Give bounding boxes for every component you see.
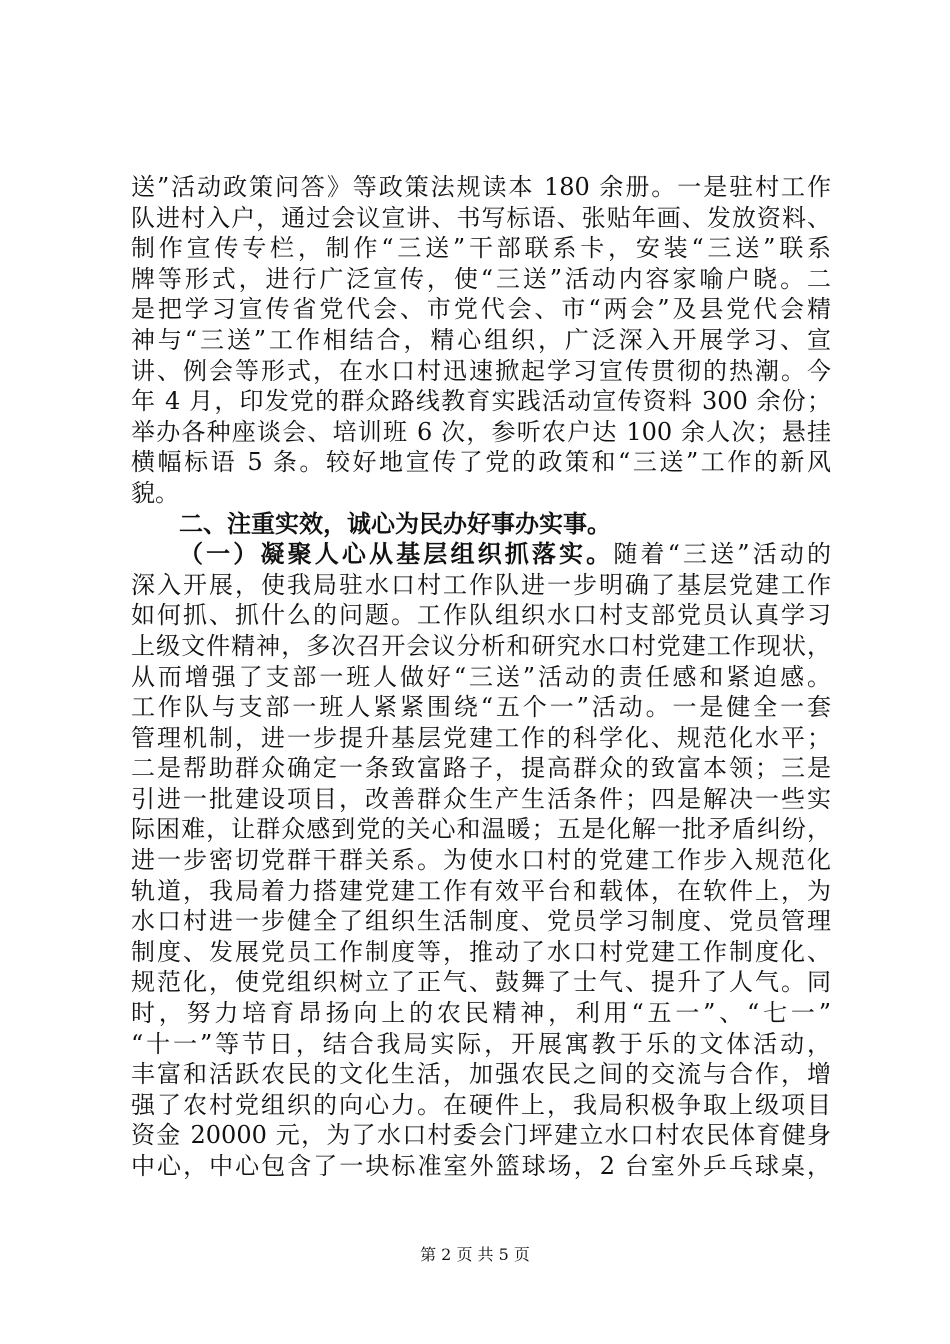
line-text: 随着“三送”活动的: [613, 540, 832, 569]
line-text: “十一”等节日，结合我局实际，开展寓教于乐的文体活动，: [131, 1029, 831, 1058]
text-line: [131, 814, 831, 845]
line-text: 制度、发展党员工作制度等，推动了水口村党建工作制度化、: [131, 937, 831, 966]
text-line: [131, 325, 831, 356]
text-line: [131, 1090, 831, 1121]
text-line: [131, 172, 831, 203]
text-line: [131, 967, 831, 998]
section-heading: 二、注重实效，诚心为民办好事办实事。: [179, 509, 611, 538]
line-text: 进一步密切党群干群关系。为使水口村的党建工作步入规范化: [131, 846, 831, 875]
line-text: 工作队与支部一班人紧紧围绕“五个一”活动。一是健全一套: [131, 693, 831, 722]
line-text: 管理机制，进一步提升基层党建工作的科学化、规范化水平；: [131, 723, 831, 752]
line-text: 从而增强了支部一班人做好“三送”活动的责任感和紧迫感。: [131, 662, 831, 691]
line-text: 制作宣传专栏，制作“三送”干部联系卡，安装“三送”联系: [131, 234, 831, 263]
text-line: [131, 845, 831, 876]
text-line: [131, 876, 831, 907]
text-line: [131, 937, 831, 968]
text-line: [131, 447, 831, 478]
line-text: 举办各种座谈会、培训班 6 次，参听农户达 100 余人次；悬挂: [131, 417, 831, 446]
line-text: 年 4 月，印发党的群众路线教育实践活动宣传资料 300 余份；: [131, 387, 831, 416]
line-text: 神与“三送”工作相结合，精心组织，广泛深入开展学习、宣: [131, 325, 831, 354]
line-text: 二是帮助群众确定一条致富路子，提高群众的致富本领；三是: [131, 754, 831, 783]
text-line: [131, 662, 831, 693]
text-line: [131, 1120, 831, 1151]
text-line: [131, 539, 831, 570]
line-text: 中心，中心包含了一块标准室外篮球场，2 台室外乒乓球桌，: [131, 1152, 831, 1180]
line-text: 如何抓、抓什么的问题。工作队组织水口村支部党员认真学习: [131, 601, 831, 630]
text-line: [131, 294, 831, 325]
text-line: [131, 784, 831, 815]
text-line: [131, 998, 831, 1029]
line-text: 规范化，使党组织树立了正气、鼓舞了士气、提升了人气。同: [131, 968, 831, 997]
line-text: 貌。: [131, 478, 179, 507]
line-text: 深入开展，使我局驻水口村工作队进一步明确了基层党建工作: [131, 570, 831, 599]
document-body: [131, 172, 831, 1182]
text-line: [131, 631, 831, 662]
text-line: [131, 906, 831, 937]
text-line: [131, 600, 831, 631]
text-line: [131, 1151, 831, 1182]
line-text: 上级文件精神，多次召开会议分析和研究水口村党建工作现状，: [131, 631, 831, 660]
line-text: 强了农村党组织的向心力。在硬件上，我局积极争取上级项目: [131, 1090, 831, 1119]
line-text: 是把学习宣传省党代会、市党代会、市“两会”及县党代会精: [131, 295, 831, 324]
text-line: [131, 570, 831, 601]
text-line: [131, 509, 831, 540]
line-text: 牌等形式，进行广泛宣传，使“三送”活动内容家喻户晓。二: [131, 264, 831, 293]
text-line: [131, 417, 831, 448]
text-line: [131, 723, 831, 754]
text-line: [131, 264, 831, 295]
subheading-text: （一）凝聚人心从基层组织抓落实。: [179, 540, 614, 569]
line-text: 丰富和活跃农民的文化生活，加强农民之间的交流与合作，增: [131, 1060, 831, 1089]
text-line: [131, 753, 831, 784]
line-text: 队进村入户，通过会议宣讲、书写标语、张贴年画、发放资料、: [131, 203, 831, 232]
line-text: 时，努力培育昂扬向上的农民精神，利用“五一”、“七一”: [131, 999, 831, 1028]
line-text: 送”活动政策问答》等政策法规读本 180 余册。一是驻村工作: [131, 173, 831, 201]
line-text: 讲、例会等形式，在水口村迅速掀起学习宣传贯彻的热潮。今: [131, 356, 831, 385]
text-line: [131, 1029, 831, 1060]
line-text: 水口村进一步健全了组织生活制度、党员学习制度、党员管理: [131, 907, 831, 936]
line-text: 际困难，让群众感到党的关心和温暖；五是化解一批矛盾纠纷，: [131, 815, 831, 844]
line-text: 轨道，我局着力搭建党建工作有效平台和载体，在软件上，为: [131, 876, 831, 905]
line-text: 横幅标语 5 条。较好地宣传了党的政策和“三送”工作的新风: [131, 448, 831, 477]
page-footer: 第 2 页 共 5 页: [420, 1245, 530, 1264]
text-line: [131, 233, 831, 264]
text-line: [131, 356, 831, 387]
text-line: [131, 1059, 831, 1090]
text-line: [131, 203, 831, 234]
text-line: [131, 478, 831, 509]
text-line: [131, 386, 831, 417]
line-text: 引进一批建设项目，改善群众生产生活条件；四是解决一些实: [131, 784, 831, 813]
text-line: [131, 692, 831, 723]
line-text: 资金 20000 元，为了水口村委会门坪建立水口村农民体育健身: [131, 1121, 831, 1150]
